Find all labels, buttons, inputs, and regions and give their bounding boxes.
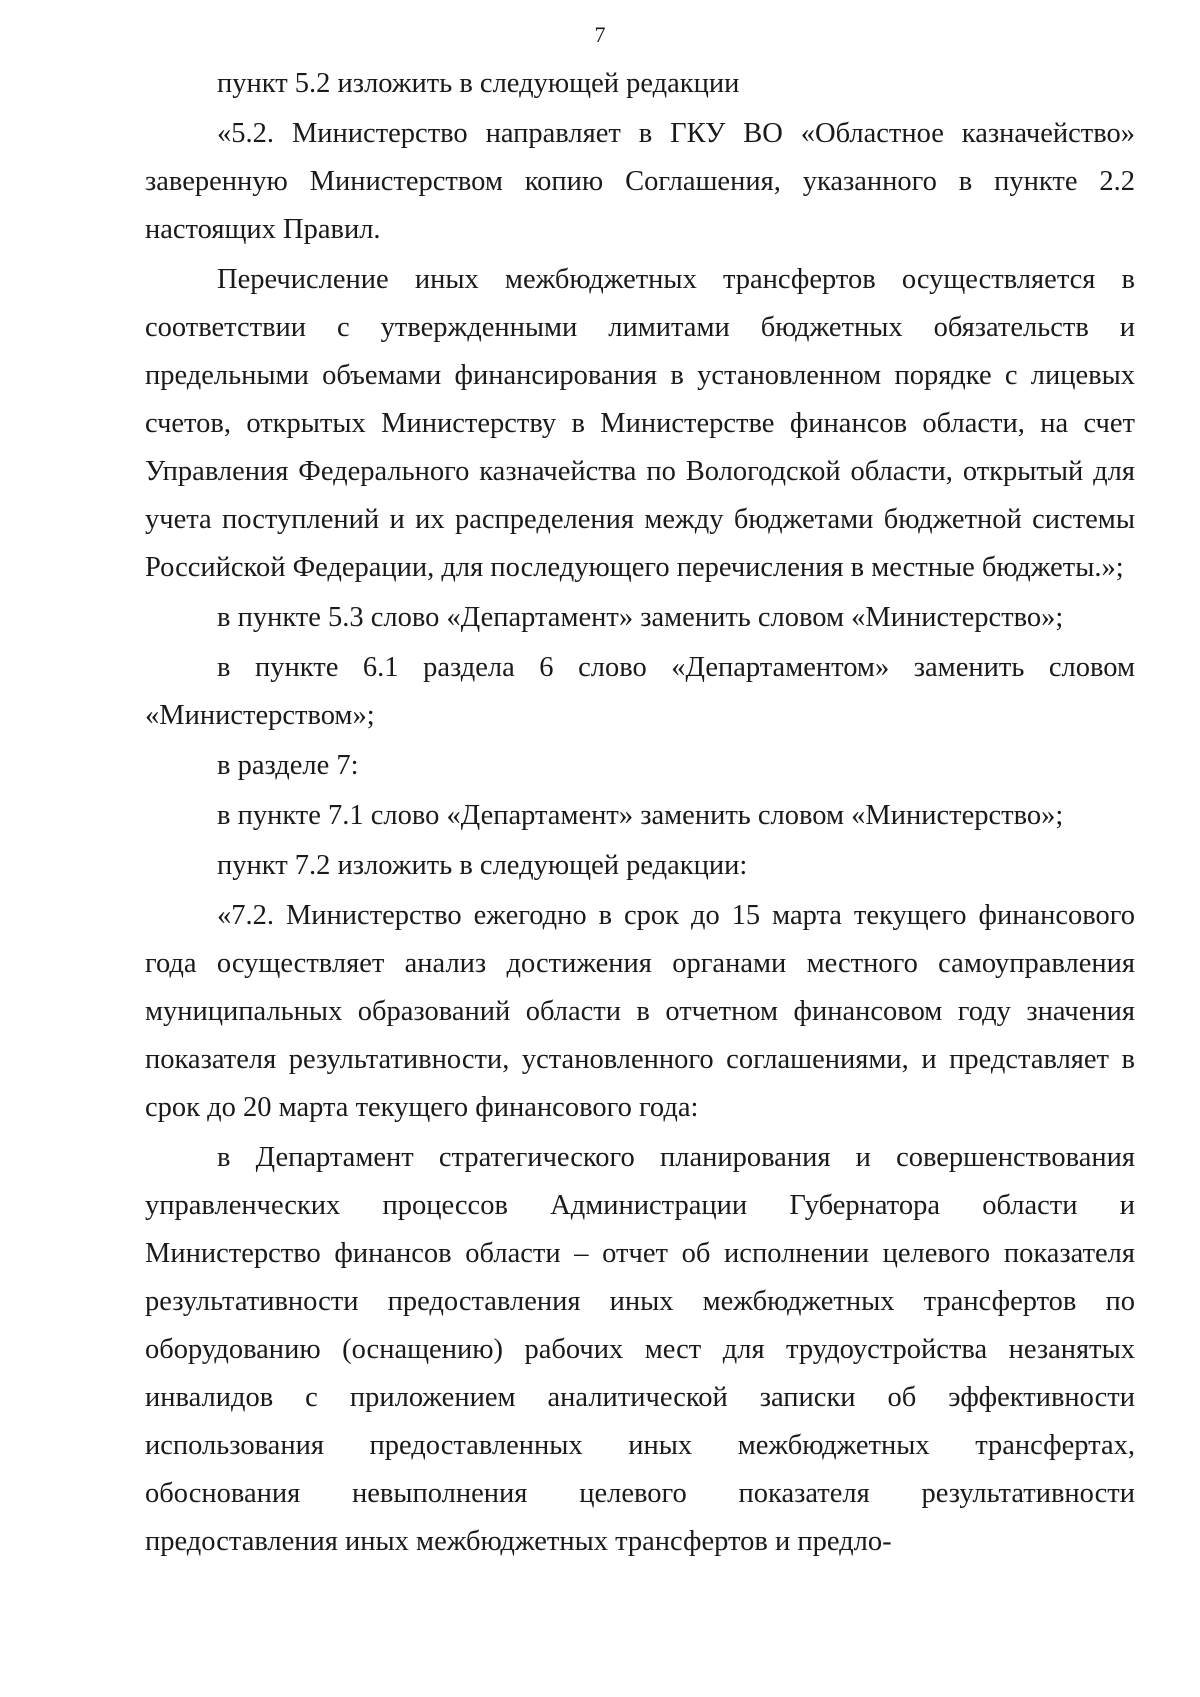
- paragraph-7: в пункте 7.1 слово «Департамент» заменить словом «Министерство»;: [217, 800, 1064, 831]
- paragraph-10: в Департамент стратегического планирования и совершенствования управленческих процессов Администрации Губернатора области и Министерство финансов области – отчет об исполнении целевого показателя результативности предоставления иных межбюджетных трансфертов по оборудованию (оснащению) рабочих мест для трудоустройства незанятых инвалидов с приложением аналитической записки об эффективности использования предоставленных иных межбюджетных трансфертах, обоснования невыполнения целевого показателя результативности предоставления иных межбюджетных трансфертов и предло-: [145, 1142, 1135, 1557]
- paragraph-5: в пункте 6.1 раздела 6 слово «Департаментом» заменить словом «Министерством»;: [145, 652, 1135, 731]
- page-number: 7: [594, 22, 606, 47]
- document-body: [145, 60, 1135, 1568]
- paragraph-1: пункт 5.2 изложить в следующей редакции: [217, 68, 740, 99]
- paragraph-2: «5.2. Министерство направляет в ГКУ ВО «Областное казначейство» заверенную Министерством копию Соглашения, указанного в пункте 2.2 настоящих Правил.: [145, 118, 1135, 245]
- paragraph-9: «7.2. Министерство ежегодно в срок до 15 марта текущего финансового года осуществляет анализ достижения органами местного самоуправления муниципальных образований области в отчетном финансовом году значения показателя результативности, установленного соглашениями, и представляет в срок до 20 марта текущего финансового года:: [145, 900, 1135, 1123]
- paragraph-8: пункт 7.2 изложить в следующей редакции:: [217, 850, 748, 881]
- paragraph-6: в разделе 7:: [217, 750, 359, 781]
- paragraph-3: Перечисление иных межбюджетных трансфертов осуществляется в соответствии с утвержденными лимитами бюджетных обязательств и предельными объемами финансирования в установленном порядке с лицевых счетов, открытых Министерству в Министерстве финансов области, на счет Управления Федерального казначейства по Вологодской области, открытый для учета поступлений и их распределения между бюджетами бюджетной системы Российской Федерации, для последующего перечисления в местные бюджеты.»;: [145, 264, 1135, 583]
- paragraph-4: в пункте 5.3 слово «Департамент» заменить словом «Министерство»;: [217, 602, 1064, 633]
